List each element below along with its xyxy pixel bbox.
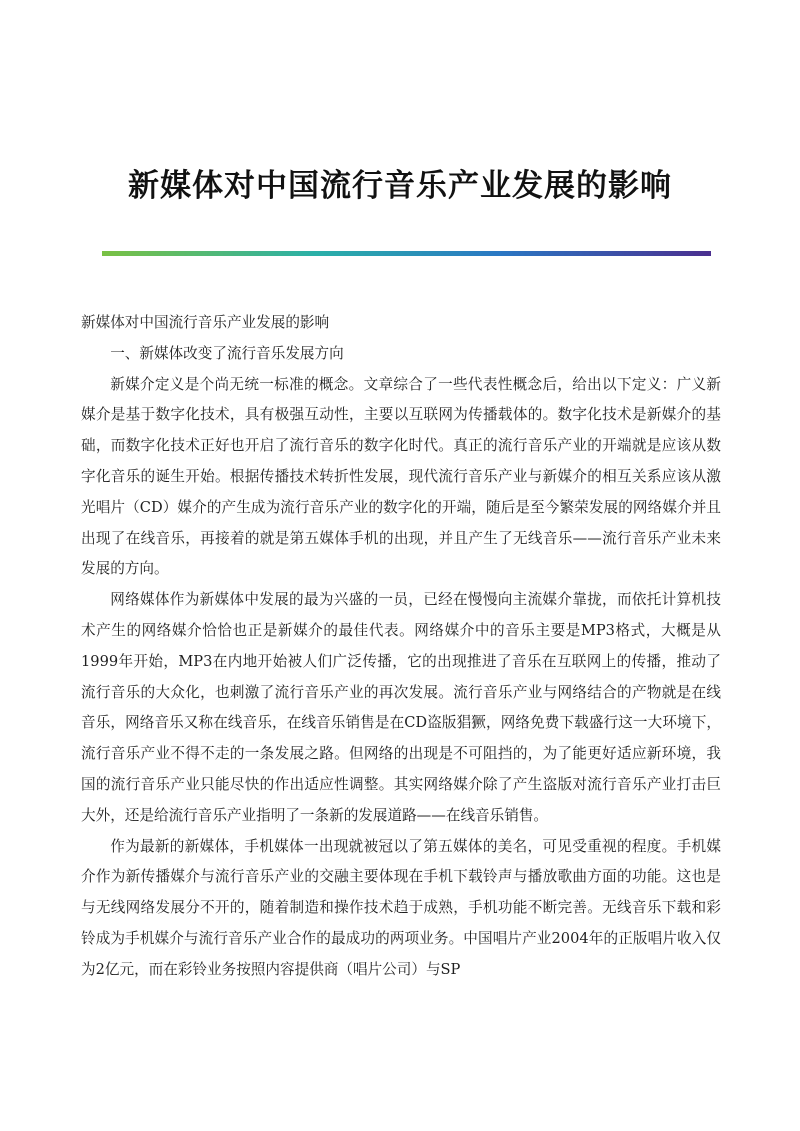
paragraph-3: 作为最新的新媒体，手机媒体一出现就被冠以了第五媒体的美名，可见受重视的程度。手机媒介作为新传播媒介与流行音乐产业的交融主要体现在手机下载铃声与播放歌曲方面的功能。这也是与无线网络发展分不开的，随着制造和操作技术趋于成熟，手机功能不断完善。无线音乐下载和彩铃成为手机媒介与流行音乐产业合作的最成功的两项业务。中国唱片产业2004年的正版唱片收入仅为2亿元，而在彩铃业务按照内容提供商（唱片公司）与SP [81, 837, 721, 978]
document-title: 新媒体对中国流行音乐产业发展的影响 [128, 168, 672, 204]
section-heading: 一、新媒体改变了流行音乐发展方向 [110, 344, 344, 362]
document-subtitle: 新媒体对中国流行音乐产业发展的影响 [81, 314, 330, 331]
title-divider [102, 251, 711, 256]
paragraph-2: 网络媒体作为新媒体中发展的最为兴盛的一员，已经在慢慢向主流媒介靠拢，而依托计算机技术产生的网络媒介恰恰也正是新媒介的最佳代表。网络媒介中的音乐主要是MP3格式，大概是从1999年开始，MP3在内地开始被人们广泛传播，它的出现推进了音乐在互联网上的传播，推动了流行音乐的大众化，也刺激了流行音乐产业的再次发展。流行音乐产业与网络结合的产物就是在线音乐，网络音乐又称在线音乐，在线音乐销售是在CD盗版猖獗，网络免费下载盛行这一大环境下，流行音乐产业不得不走的一条发展之路。但网络的出现是不可阻挡的，为了能更好适应新环境，我国的流行音乐产业只能尽快的作出适应性调整。其实网络媒介除了产生盗版对流行音乐产业打击巨大外，还是给流行音乐产业指明了一条新的发展道路——在线音乐销售。 [81, 591, 721, 824]
paragraph-1: 新媒介定义是个尚无统一标准的概念。文章综合了一些代表性概念后，给出以下定义：广义新媒介是基于数字化技术，具有极强互动性，主要以互联网为传播载体的。数字化技术是新媒介的基础，而数字化技术正好也开启了流行音乐的数字化时代。真正的流行音乐产业的开端就是应该从数字化音乐的诞生开始。根据传播技术转折性发展，现代流行音乐产业与新媒介的相互关系应该从激光唱片（CD）媒介的产生成为流行音乐产业的数字化的开端，随后是至今繁荣发展的网络媒介并且出现了在线音乐，再接着的就是第五媒体手机的出现，并且产生了无线音乐——流行音乐产业未来发展的方向。 [81, 375, 721, 578]
document-body [81, 308, 721, 986]
